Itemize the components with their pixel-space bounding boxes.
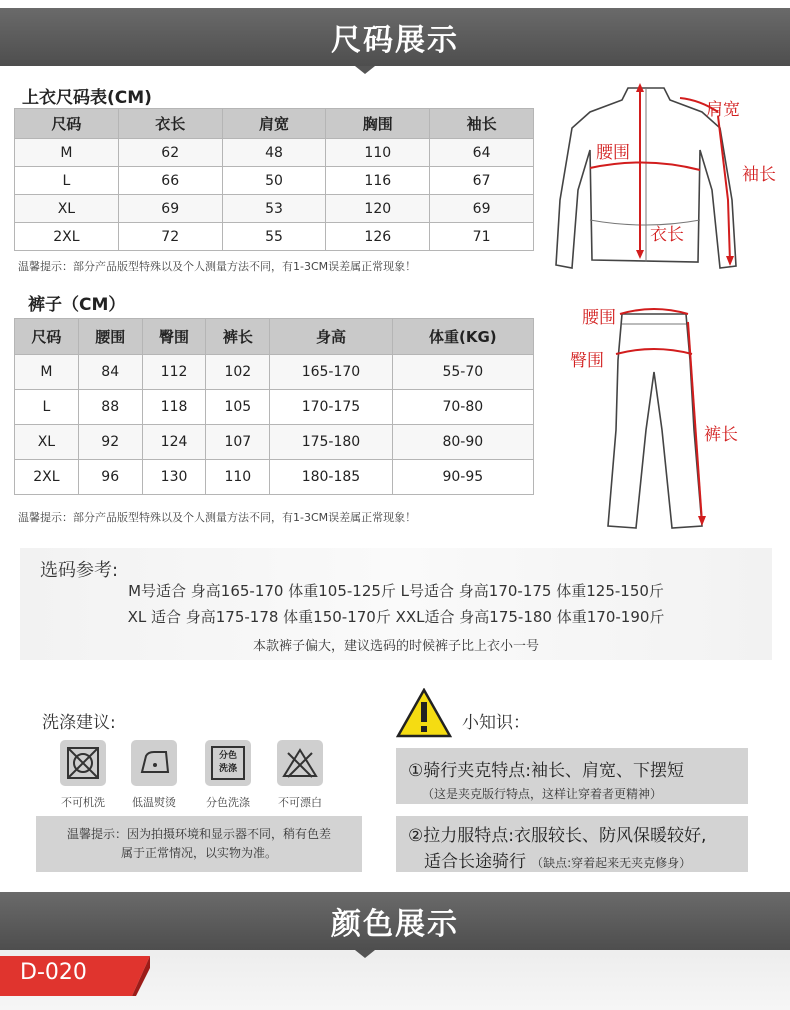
jacket-header-cell: 衣长 [118,109,222,139]
table-cell: 72 [118,223,222,251]
wash-item [114,740,194,810]
tip-main-text: 适合长途骑行 [424,852,526,872]
pants-header-cell: 臀围 [142,319,206,355]
product-code: D-020 [20,960,87,985]
table-row [15,460,534,495]
tip-main-text: ①骑行夹克特点:袖长、肩宽、下摆短 [408,761,684,781]
wash-item [188,740,268,810]
table-cell: 130 [142,460,206,495]
table-cell: 180-185 [270,460,392,495]
table-cell: 126 [326,223,430,251]
table-cell: 110 [326,139,430,167]
table-cell: 165-170 [270,355,392,390]
table-row [15,355,534,390]
knowledge-title: 小知识： [462,713,530,733]
tip-main-text: ②拉力服特点:衣服较长、防风保暖较好, [408,826,707,846]
table-cell: M [15,355,79,390]
pants-table-title: 裤子（CM） [28,295,126,315]
hip-arrow [616,349,692,354]
table-cell: 102 [206,355,270,390]
warning-line: 温馨提示：因为拍摄环境和显示器不同，稍有色差 [66,827,331,841]
pants-header-cell: 体重(KG) [392,319,533,355]
pants-length-arrow-head [698,516,706,526]
product-code-tag [0,956,150,1000]
table-row [15,425,534,460]
wash-label: 分色洗涤 [206,796,250,809]
table-row [15,139,534,167]
pants-note: 温馨提示：部分产品版型特殊以及个人测量方法不同，有1-3CM误差属正常现象！ [18,511,417,524]
tip-sub-text: （缺点:穿着起来无夹克修身） [531,856,692,870]
table-cell: 88 [78,390,142,425]
table-row [15,390,534,425]
jacket-header-cell: 尺码 [15,109,119,139]
size-reference-line: M号适合 身高165-170 体重105-125斤 L号适合 身高170-175 体重125-150斤 [128,582,664,600]
table-cell: 70-80 [392,390,533,425]
table-cell: 64 [430,139,534,167]
sleeve-arrow [718,116,730,262]
table-cell: 84 [78,355,142,390]
sleeve-arrow-head [726,256,734,266]
low-temp-iron-icon [131,740,177,786]
size-banner-title: 尺码展示 [331,23,459,58]
pants-size-table [14,318,534,495]
table-cell: 67 [430,167,534,195]
pants-diagram [590,300,730,532]
wash-item [260,740,340,810]
pants-header-cell: 腰围 [78,319,142,355]
separate-color-wash-icon [205,740,251,786]
table-cell: 48 [222,139,326,167]
table-cell: 124 [142,425,206,460]
table-cell: 53 [222,195,326,223]
wash-label: 不可漂白 [278,796,322,809]
table-cell: 71 [430,223,534,251]
table-cell: 66 [118,167,222,195]
wash-label: 低温熨烫 [132,796,176,809]
color-difference-warning [36,816,362,872]
length-arrow-head-bottom [636,250,644,259]
jacket-header-cell: 胸围 [326,109,430,139]
table-cell: 105 [206,390,270,425]
wash-label: 不可机洗 [61,796,105,809]
table-row [15,167,534,195]
table-cell: 170-175 [270,390,392,425]
separate-color-icon-text: 分色 [218,751,237,761]
table-cell: L [15,167,119,195]
knowledge-tip [396,748,748,804]
table-cell: 69 [430,195,534,223]
table-cell: 92 [78,425,142,460]
table-cell: 107 [206,425,270,460]
knowledge-tip [396,816,748,872]
table-cell: 120 [326,195,430,223]
chest-label: 腰围 [596,143,630,163]
jacket-header-cell: 肩宽 [222,109,326,139]
jacket-table-title: 上衣尺码表(CM) [22,88,152,108]
table-cell: 69 [118,195,222,223]
chest-arrow [590,162,700,170]
tip-sub-text: （这是夹克版行特点，这样让穿着者更精神） [422,787,663,801]
no-bleach-icon [277,740,323,786]
pants-outline [608,314,702,528]
size-reference-box [20,548,772,660]
shoulder-label: 肩宽 [706,100,740,120]
table-cell: 110 [206,460,270,495]
size-reference-note: 本款裤子偏大，建议选码的时候裤子比上衣小一号 [252,639,539,654]
waist-label: 腰围 [582,308,616,328]
table-cell: 2XL [15,460,79,495]
table-cell: 55 [222,223,326,251]
table-cell: 62 [118,139,222,167]
table-cell: 112 [142,355,206,390]
table-cell: 80-90 [392,425,533,460]
table-cell: 55-70 [392,355,533,390]
table-cell: 96 [78,460,142,495]
table-row [15,195,534,223]
size-reference-line: XL 适合 身高175-178 体重150-170斤 XXL适合 身高175-180 体重170-190斤 [127,608,665,626]
pants-length-label: 裤长 [704,425,738,445]
pants-length-arrow [688,322,702,522]
separate-color-icon-text: 洗涤 [218,764,237,774]
color-banner [0,892,790,950]
table-row [15,223,534,251]
table-cell: M [15,139,119,167]
hip-label: 臀围 [570,351,604,371]
jacket-note: 温馨提示：部分产品版型特殊以及个人测量方法不同，有1-3CM误差属正常现象！ [18,260,417,273]
table-cell: XL [15,195,119,223]
size-reference-title: 选码参考: [40,560,119,581]
table-cell: 90-95 [392,460,533,495]
pants-header-cell: 裤长 [206,319,270,355]
table-cell: 2XL [15,223,119,251]
table-cell: 116 [326,167,430,195]
jacket-size-table [14,108,534,251]
table-cell: 175-180 [270,425,392,460]
pants-header-cell: 身高 [270,319,392,355]
color-banner-title: 颜色展示 [331,907,459,942]
table-cell: 50 [222,167,326,195]
jacket-header-cell: 袖长 [430,109,534,139]
length-label: 衣长 [650,225,684,245]
sleeve-label: 袖长 [742,165,776,185]
table-cell: L [15,390,79,425]
warning-line: 属于正常情况，以实物为准。 [120,846,277,860]
no-machine-wash-icon [60,740,106,786]
table-cell: 118 [142,390,206,425]
washing-title: 洗涤建议: [42,713,116,733]
pants-header-cell: 尺码 [15,319,79,355]
size-banner [0,8,790,66]
wash-item [43,740,123,810]
table-cell: XL [15,425,79,460]
warning-icon [396,688,452,738]
